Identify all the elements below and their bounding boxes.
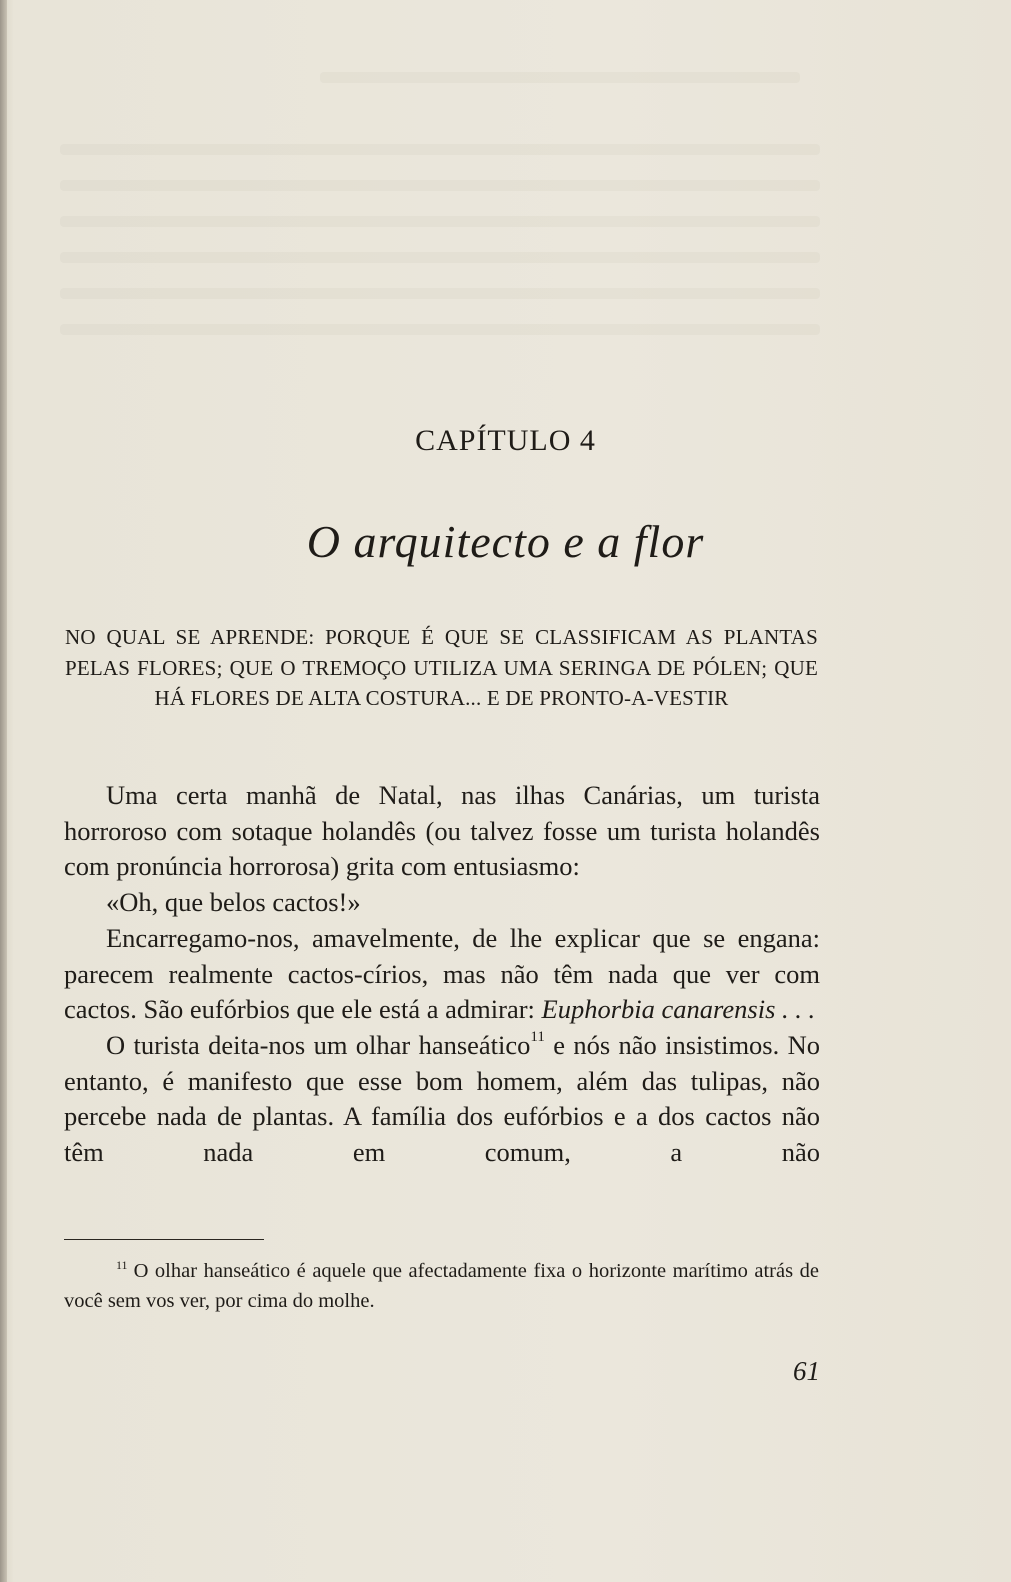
footnote-text: O olhar hanseático é aquele que afectadamente fixa o horizonte marítimo atrás de você sem vos ver, por cima do molhe. bbox=[64, 1260, 819, 1312]
species-name: Euphorbia canarensis . . . bbox=[541, 994, 816, 1025]
paragraph: Uma certa manhã de Natal, nas ilhas Canárias, um turista horroroso com sotaque holandês (ou talvez fosse um turista holandês com pronúncia horrorosa) grita com entusiasmo: bbox=[64, 780, 820, 882]
show-through-line bbox=[60, 324, 820, 335]
footnote bbox=[64, 1256, 819, 1316]
book-spine-edge bbox=[0, 0, 7, 1582]
footnote-reference[interactable]: 11 bbox=[530, 1028, 545, 1045]
show-through-line bbox=[60, 216, 820, 227]
paragraph-text: e nós não insistimos. No entanto, é manifesto que esse bom homem, além das tulipas, não percebe nada de plantas. A família dos eufórbios e a dos cactos não têm nada em comum, a não bbox=[64, 1029, 820, 1168]
body-text bbox=[64, 778, 820, 1171]
show-through-line bbox=[60, 288, 820, 299]
show-through-line bbox=[320, 72, 800, 83]
paragraph bbox=[64, 1028, 820, 1171]
footnote-divider bbox=[64, 1239, 264, 1240]
footnote-number: 11 bbox=[116, 1258, 128, 1272]
page-number: 61 bbox=[793, 1356, 820, 1386]
show-through-line bbox=[60, 144, 820, 155]
paragraph bbox=[64, 921, 820, 1028]
show-through-line bbox=[60, 180, 820, 191]
chapter-title: O arquitecto e a flor bbox=[306, 516, 705, 567]
chapter-summary: NO QUAL SE APRENDE: PORQUE É QUE SE CLASSIFICAM AS PLANTAS PELAS FLORES; QUE O TREMOÇO UTILIZA UMA SERINGA DE PÓLEN; QUE HÁ FLORES DE ALTA COSTURA... E DE PRONTO-A-VESTIR bbox=[65, 625, 818, 710]
paragraph: «Oh, que belos cactos!» bbox=[106, 887, 361, 918]
chapter-label: CAPÍTULO 4 bbox=[415, 424, 596, 457]
show-through-line bbox=[60, 252, 820, 263]
paragraph-text: Encarregamo-nos, amavelmente, de lhe explicar que se engana: parecem realmente cactos-círios, mas não têm nada que ver com cactos. São eufórbios que ele está a admirar: bbox=[64, 922, 820, 1025]
paragraph-text: O turista deita-nos um olhar hanseático bbox=[106, 1029, 531, 1060]
